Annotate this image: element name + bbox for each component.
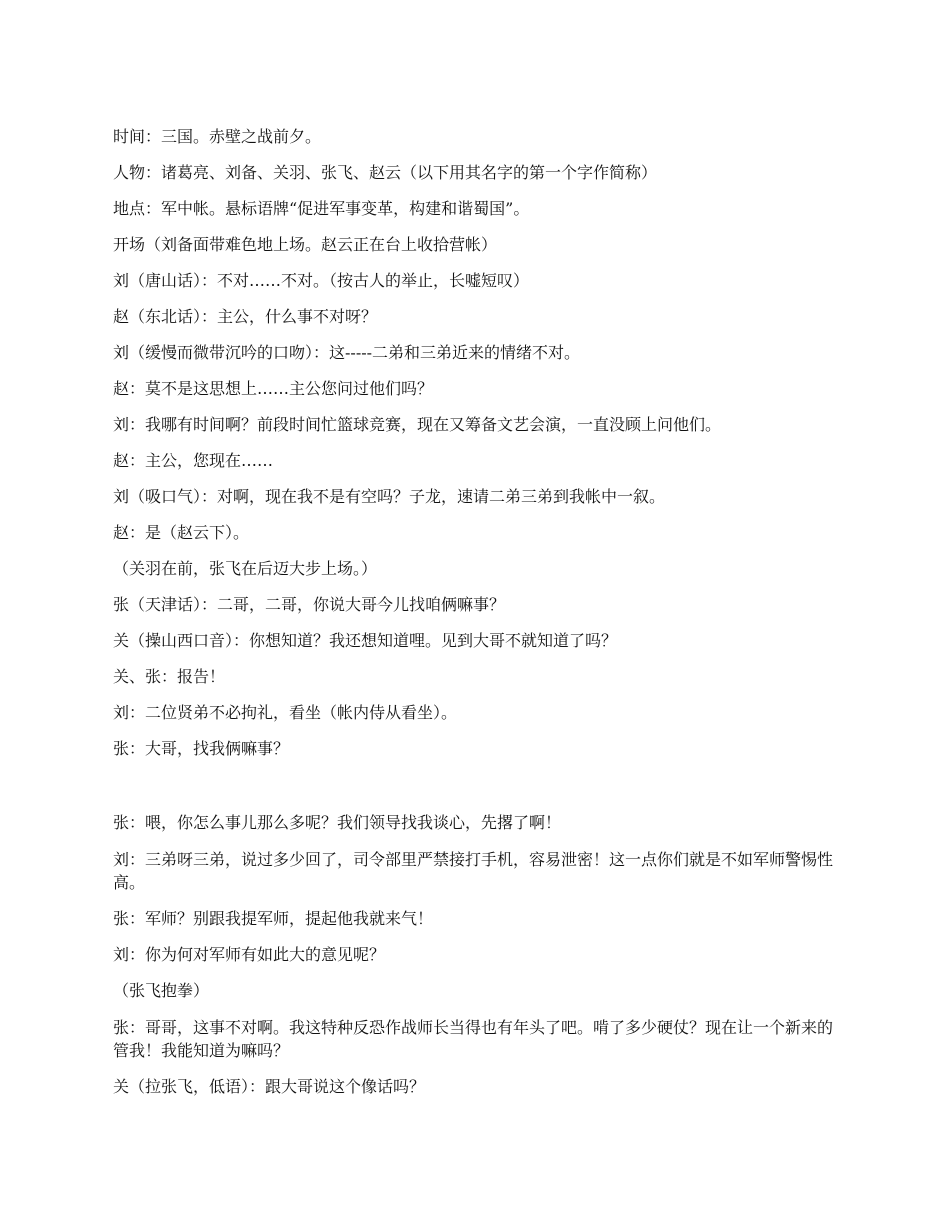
dialogue-line: 刘：三弟呀三弟，说过多少回了，司令部里严禁接打手机，容易泄密！这一点你们就是不如军师警惕性高。: [113, 850, 834, 892]
scene-header: [113, 126, 843, 256]
characters-line: 人物：诸葛亮、刘备、关羽、张飞、赵云（以下用其名字的第一个字作简称）: [113, 163, 658, 182]
dialogue-line: 张：大哥，找我俩嘛事？: [113, 739, 290, 758]
script-page: [113, 126, 843, 1112]
dialogue-section-1: [113, 270, 843, 760]
dialogue-line: 张：喂，你怎么事儿那么多呢？我们领导找我谈心，先撂了啊！: [113, 813, 562, 832]
opening-line: 开场（刘备面带难色地上场。赵云正在台上收拾营帐）: [113, 235, 498, 254]
dialogue-line: 关、张：报告！: [113, 667, 226, 686]
dialogue-line: 刘（吸口气）：对啊，现在我不是有空吗？子龙，速请二弟三弟到我帐中一叙。: [113, 487, 666, 506]
dialogue-line: 赵：是（赵云下）。: [113, 523, 250, 542]
section-gap: [113, 774, 843, 812]
dialogue-line: 关（拉张飞，低语）：跟大哥说这个像话吗？: [113, 1077, 426, 1096]
dialogue-line: 赵：莫不是这思想上……主公您问过他们吗？: [113, 379, 434, 398]
dialogue-line: 刘（缓慢而微带沉吟的口吻）：这-----二弟和三弟近来的情绪不对。: [113, 343, 581, 362]
stage-direction: （张飞抱拳）: [113, 981, 210, 1000]
dialogue-line: 赵：主公，您现在……: [113, 451, 274, 470]
dialogue-line: 赵（东北话）：主公，什么事不对呀？: [113, 307, 378, 326]
time-line: 时间：三国。赤壁之战前夕。: [113, 127, 322, 146]
dialogue-section-2: [113, 812, 843, 1098]
dialogue-line: 张（天津话）：二哥，二哥，你说大哥今儿找咱俩嘛事？: [113, 595, 506, 614]
dialogue-line: 刘（唐山话）：不对……不对。（按古人的举止，长嘘短叹）: [113, 271, 530, 290]
dialogue-line: 张：哥哥，这事不对啊。我这特种反恐作战师长当得也有年头了吧。啃了多少硬仗？现在让一个新来的管我！我能知道为嘛吗？: [113, 1018, 834, 1060]
dialogue-line: 关（操山西口音）：你想知道？我还想知道哩。见到大哥不就知道了吗？: [113, 631, 618, 650]
dialogue-line: 张：军师？别跟我提军师，提起他我就来气！: [113, 909, 434, 928]
location-line: 地点：军中帐。悬标语牌“促进军事变革，构建和谐蜀国”。: [113, 199, 530, 218]
stage-direction: （关羽在前，张飞在后迈大步上场。）: [113, 559, 378, 578]
dialogue-line: 刘：你为何对军师有如此大的意见呢？: [113, 945, 386, 964]
dialogue-line: 刘：二位贤弟不必拘礼，看坐（帐内侍从看坐）。: [113, 703, 458, 722]
dialogue-line: 刘：我哪有时间啊？前段时间忙篮球竞赛，现在又筹备文艺会演，一直没顾上问他们。: [113, 415, 722, 434]
